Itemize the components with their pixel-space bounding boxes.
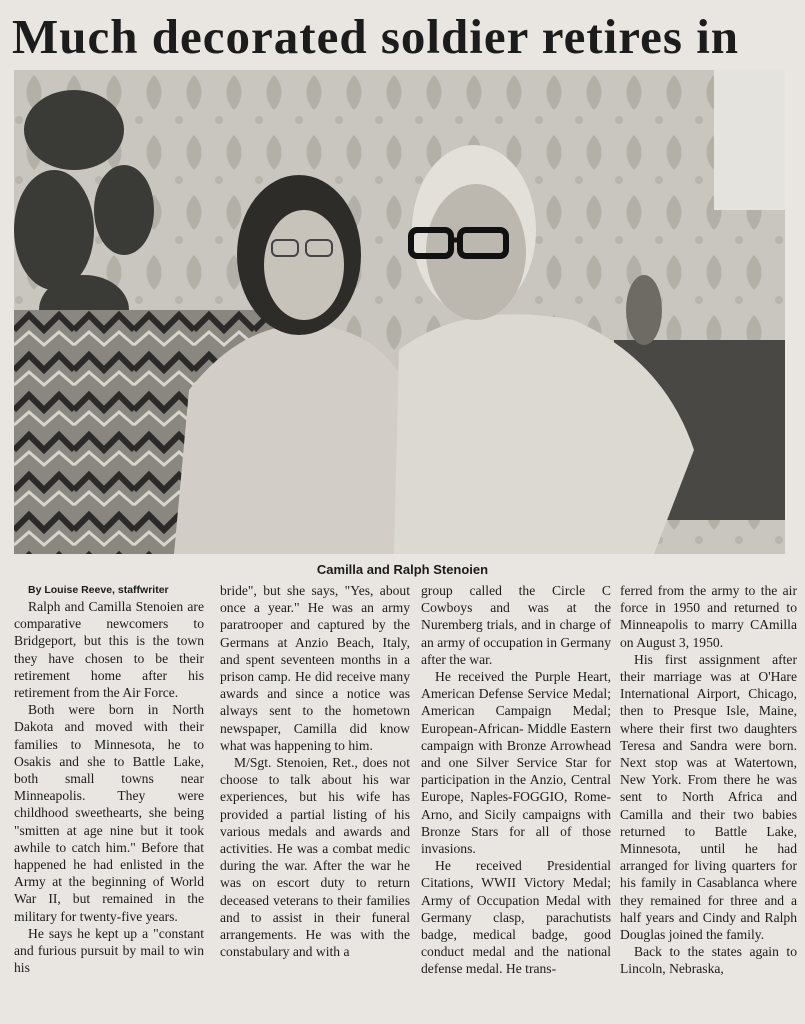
byline: By Louise Reeve, staffwriter xyxy=(28,584,169,596)
paragraph: group called the Circle C Cowboys and was at the Nuremberg trials, and in charge of an army of occupation in Germany after the war. xyxy=(421,583,611,667)
paragraph: He received the Purple Heart, American Defense Service Medal; American Campaign Medal; European-African- Middle Eastern campaign with Bronze Arrowhead and one Silver Service Star for participation in the Anzio, Central Europe, Naples-FOGGIO, Rome-Arno, and Sicily campaigns with Bronze Stars for all of those invasions. xyxy=(421,669,611,857)
photo-caption: Camilla and Ralph Stenoien xyxy=(316,562,489,577)
paragraph: His first assignment after their marriage was at O'Hare International Airport, Chicago, then to Presque Isle, Maine, where their first two daughters Teresa and Sandra were born. Next stop was at Watertown, New York. From there he was sent to North Africa and Camilla and their two babies returned to Battle Lake, Minnesota, until he had arranged for living quarters for his family in Casablanca where they remained for three and a half years and Cindy and Ralph Douglas joined the family. xyxy=(620,651,797,943)
news-photo xyxy=(14,70,785,554)
photo-illustration xyxy=(14,70,785,554)
paragraph: ferred from the army to the air force in 1950 and returned to Minneapolis to marry CAmilla on August 3, 1950. xyxy=(620,583,797,650)
paragraph: Both were born in North Dakota and moved with their families to Minnesota, he to Osakis and she to Battle Lake, both small towns near Minneapolis. They were childhood sweethearts, she being "smitten at age nine but it took awhile to catch him." Before that happened he had enlisted in the Army at the beginning of World War II, but remained in the military for twenty-five years. xyxy=(14,702,204,924)
headline: Much decorated soldier retires in xyxy=(12,9,740,64)
article-column-4 xyxy=(620,582,797,1022)
paragraph: He says he kept up a "constant and furious pursuit by mail to win his xyxy=(14,925,204,976)
paragraph: Ralph and Camilla Stenoien are comparative newcomers to Bridgeport, but this is the town they have chosen to be their retirement home after his retirement from the Air Force. xyxy=(14,599,204,701)
article-column-2 xyxy=(220,582,410,1022)
article-column-1 xyxy=(14,582,204,1022)
paragraph: He received Presidential Citations, WWII Victory Medal; Army of Occupation Medal with Germany clasp, parachutists badge, medical badge, good conduct medal and the national defense medal. He trans- xyxy=(421,858,611,977)
article-column-3 xyxy=(421,582,611,1022)
paragraph: M/Sgt. Stenoien, Ret., does not choose to talk about his war experiences, but his wife has provided a partial listing of his various medals and awards and activities. He was a combat medic during the war. After the war he was on escort duty to return deceased veterans to their families and to assist in their funeral arrangements. He was with the constabulary and with a xyxy=(220,755,410,960)
paragraph: bride", but she says, "Yes, about once a year." He was an army paratrooper and captured by the Germans at Anzio Beach, Italy, and spent seventeen months in a prison camp. He did receive many awards and since a notice was always sent to the hometown newspaper, Camilla did know what was happening to him. xyxy=(220,583,410,753)
paragraph: Back to the states again to Lincoln, Nebraska, xyxy=(620,944,797,977)
